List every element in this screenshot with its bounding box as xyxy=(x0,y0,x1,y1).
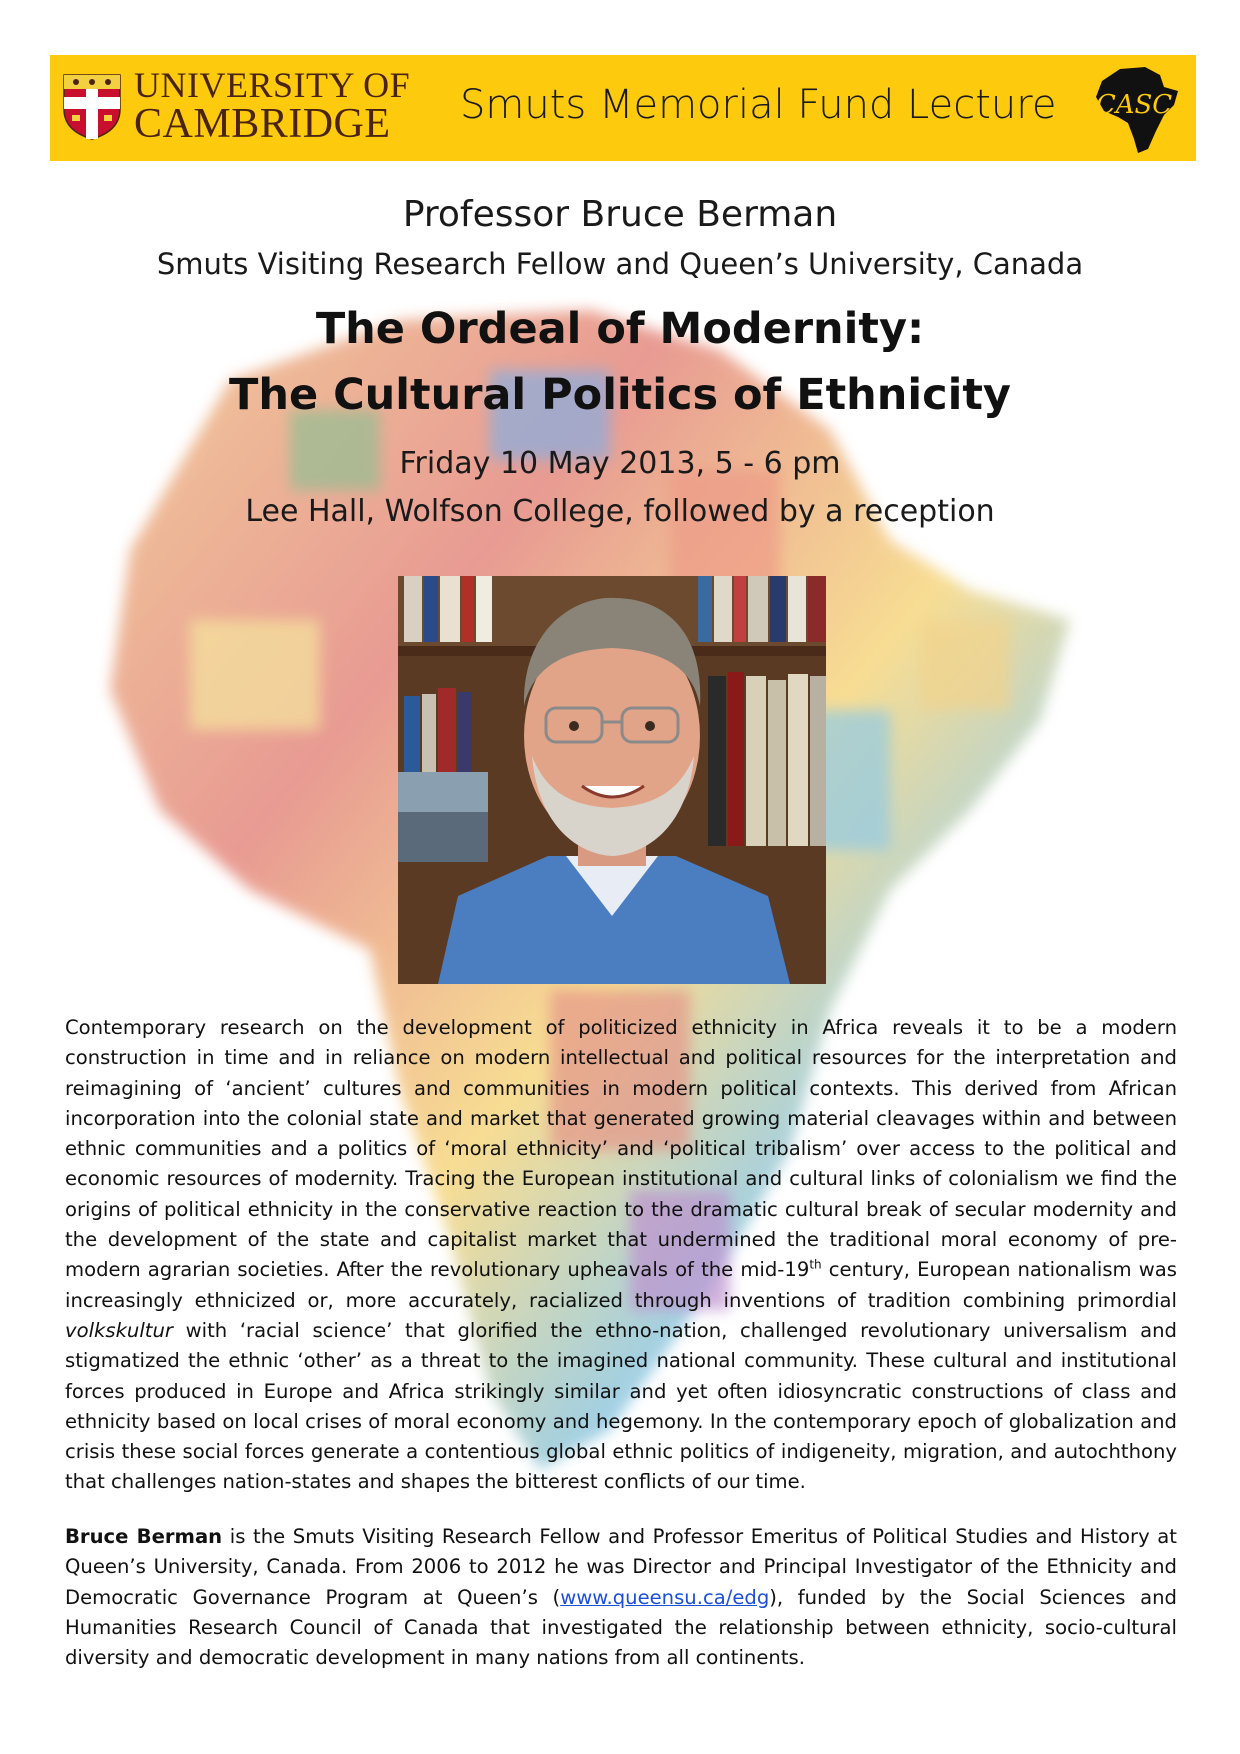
speaker-photo xyxy=(398,576,826,984)
header-band xyxy=(50,55,1196,161)
cambridge-crest-icon xyxy=(62,73,122,141)
event-date-time: Friday 10 May 2013, 5 - 6 pm xyxy=(399,446,841,481)
lecture-title-line1: The Ordeal of Modernity: xyxy=(315,304,925,354)
speaker-affiliation: Smuts Visiting Research Fellow and Queen’s University, Canada xyxy=(156,247,1084,281)
abstract-part2: century, European nationalism was increasingly ethnicized or, more accurately, racialized through inventions of tradition combining primordial xyxy=(65,1258,1177,1312)
bio-part2: ), funded by the Social Sciences and Humanities Research Council of Canada that investigated the relationship between ethnicity, socio-cultural diversity and democratic development in many nations from all continents. xyxy=(65,1585,1177,1670)
program-website-link[interactable]: www.queensu.ca/edg xyxy=(560,1585,770,1609)
abstract-part3: with ‘racial science’ that glorified the ethno-nation, challenged revolutionary universalism and stigmatized the ethnic ‘other’ as a threat to the imagined national community. These cultural and institutional forces produced in Europe and Africa strikingly similar and yet often idiosyncratic constructions of class and ethnicity based on local crises of moral economy and hegemony. In the contemporary epoch of globalization and crisis these social forces generate a contentious global ethnic politics of indigeneity, migration, and autochthony that challenges nation-states and shapes the bitterest conflicts of our time. xyxy=(65,1318,1177,1494)
event-venue: Lee Hall, Wolfson College, followed by a reception xyxy=(245,494,995,529)
abstract-part1: Contemporary research on the development of politicized ethnicity in Africa reveals it to be a modern construction in time and in reliance on modern intellectual and political resources for the interpretation and reimagining of ‘ancient’ cultures and communities in modern political contexts. This derived from African incorporation into the colonial state and market that generated growing material cleavages within and between ethnic communities and a politics of ‘moral ethnicity’ and ‘political tribalism’ over access to the political and economic resources of modernity. Tracing the European institutional and cultural links of colonialism we find the origins of political ethnicity in the conservative reaction to the dramatic cultural break of secular modernity and the development of the state and capitalist market that undermined the traditional moral economy of pre-modern agrarian societies. After the revolutionary upheavals of the mid-19 xyxy=(65,1016,1177,1282)
speaker-bio xyxy=(65,1522,1177,1673)
lecture-abstract xyxy=(65,1013,1177,1498)
abstract-superscript: th xyxy=(809,1257,822,1272)
bio-name: Bruce Berman xyxy=(65,1525,223,1548)
lecture-series-title: Smuts Memorial Fund Lecture xyxy=(460,82,1057,128)
university-line1: UNIVERSITY OF xyxy=(134,65,411,105)
speaker-name: Professor Bruce Berman xyxy=(402,194,838,235)
svg-text:CASC: CASC xyxy=(1095,90,1173,120)
university-line2: CAMBRIDGE xyxy=(134,101,391,147)
casc-africa-logo-icon xyxy=(1090,61,1184,155)
lecture-title-line2: The Cultural Politics of Ethnicity xyxy=(229,370,1011,420)
abstract-italic-term: volkskultur xyxy=(65,1318,173,1342)
university-wordmark xyxy=(134,67,410,145)
event-heading xyxy=(0,190,1240,536)
bio-part1: is the Smuts Visiting Research Fellow and Professor Emeritus of Political Studies and History at Queen’s University, Canada. From 2006 to 2012 he was Director and Principal Investigator of the Ethnicity and Democratic Governance Program at Queen’s ( xyxy=(65,1525,1177,1609)
